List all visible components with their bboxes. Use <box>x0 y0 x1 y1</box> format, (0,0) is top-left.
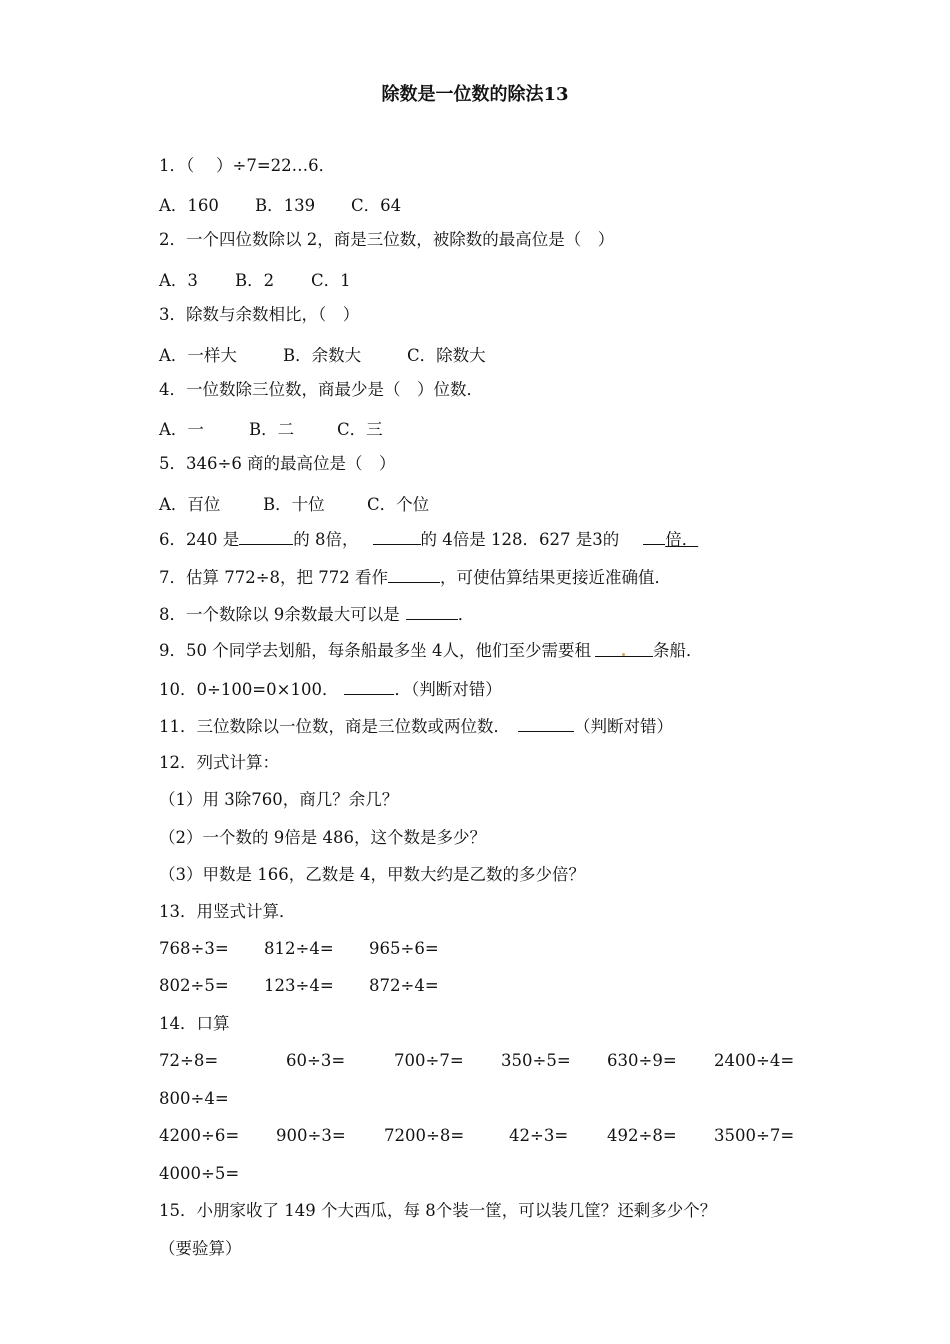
option-a: A．3 <box>159 271 198 290</box>
calc-item: 2400÷4= <box>714 1051 795 1070</box>
option-b: B．139 <box>255 196 316 215</box>
dot-mark <box>622 653 625 656</box>
calc-item: 42÷3= <box>509 1126 569 1145</box>
option-c: C．除数大 <box>407 346 486 365</box>
calc-item: 3500÷7= <box>714 1126 795 1145</box>
question-11-part2: （判断对错） <box>574 717 673 736</box>
question-1-stem: 1．（ ）÷7=22…6． <box>159 156 336 175</box>
option-b: B．二 <box>249 420 295 439</box>
calc-item: 492÷8= <box>607 1126 677 1145</box>
calc-item: 123÷4= <box>264 976 334 995</box>
answer-blank[interactable] <box>373 528 421 545</box>
question-3-options <box>159 342 799 364</box>
option-a: A．一 <box>159 420 204 439</box>
calc-item: 965÷6= <box>369 939 439 958</box>
calc-item: 802÷5= <box>159 976 229 995</box>
question-8 <box>159 603 474 626</box>
question-15-stem: 15．小朋家收了 149 个大西瓜，每 8个装一筐，可以装几筐？还剩多少个？ <box>159 1201 717 1220</box>
question-13-stem: 13．用竖式计算． <box>159 902 296 921</box>
question-13-row1 <box>159 939 799 961</box>
question-7-part1: 7．估算 772÷8，把 772 看作 <box>159 568 389 587</box>
question-12-sub3: （3）甲数是 166，乙数是 4，甲数大约是乙数的多少倍？ <box>159 865 585 884</box>
calc-item: 350÷5= <box>501 1051 571 1070</box>
answer-blank[interactable] <box>643 528 665 545</box>
calc-item: 4000÷5= <box>159 1164 240 1183</box>
calc-item: 72÷8= <box>159 1051 219 1070</box>
question-6-part2: 的 8倍， <box>293 530 359 549</box>
calc-item: 4200÷6= <box>159 1126 240 1145</box>
question-14-stem: 14．口算 <box>159 1014 230 1033</box>
question-2-stem: 2．一个四位数除以 2，商是三位数，被除数的最高位是（ ） <box>159 230 615 249</box>
option-b: B．十位 <box>263 495 325 514</box>
option-c: C．64 <box>351 196 402 215</box>
option-b: B．2 <box>235 271 275 290</box>
question-15-note: （要验算） <box>159 1239 242 1258</box>
calc-item: 872÷4= <box>369 976 439 995</box>
option-c: C．个位 <box>367 495 430 514</box>
question-11-part1: 11．三位数除以一位数，商是三位数或两位数． <box>159 717 510 736</box>
question-9 <box>159 640 702 662</box>
question-1-options <box>159 192 799 214</box>
question-14-row1 <box>159 1051 799 1073</box>
question-9-part1: 9．50 个同学去划船，每条船最多坐 4人，他们至少需要租 <box>159 641 591 660</box>
question-9-part2: 条船． <box>652 641 703 660</box>
question-13-row2 <box>159 976 799 998</box>
question-2-options <box>159 267 799 289</box>
question-10-part2: ．（判断对错） <box>394 680 502 699</box>
question-12-sub2: （2）一个数的 9倍是 486，这个数是多少？ <box>159 828 486 847</box>
question-6-part1: 6．240 是 <box>159 530 240 549</box>
question-12-stem: 12．列式计算： <box>159 753 279 772</box>
calc-item: 812÷4= <box>264 939 334 958</box>
question-7-part2: ，可使估算结果更接近准确值． <box>440 568 672 587</box>
calc-item: 60÷3= <box>286 1051 346 1070</box>
question-11 <box>159 715 673 738</box>
calc-item: 768÷3= <box>159 939 229 958</box>
calc-item: 900÷3= <box>276 1126 346 1145</box>
answer-blank[interactable] <box>595 640 653 657</box>
option-c: C．三 <box>337 420 383 439</box>
question-8-part2: ． <box>457 605 475 624</box>
calc-item: 700÷7= <box>394 1051 464 1070</box>
question-5-options <box>159 491 799 513</box>
calc-item: 7200÷8= <box>384 1126 465 1145</box>
question-10 <box>159 678 502 701</box>
question-6-part3: 的 4倍是 128．627 是3的 <box>420 530 620 549</box>
option-a: A．百位 <box>159 495 221 514</box>
answer-blank[interactable] <box>344 678 394 695</box>
question-4-options <box>159 416 799 438</box>
question-6-part4: 倍． <box>665 530 699 549</box>
answer-blank[interactable] <box>518 715 574 732</box>
question-4-stem: 4．一位数除三位数，商最少是（ ）位数． <box>159 380 483 399</box>
question-14-row2 <box>159 1126 799 1148</box>
question-10-part1: 10．0÷100=0×100． <box>159 680 339 699</box>
option-b: B．余数大 <box>283 346 362 365</box>
question-6 <box>159 528 698 551</box>
calc-item: 800÷4= <box>159 1089 229 1108</box>
option-a: A．一样大 <box>159 346 237 365</box>
option-a: A．160 <box>159 196 219 215</box>
question-7 <box>159 566 671 589</box>
answer-blank[interactable] <box>388 566 440 583</box>
question-12-sub1: （1）用 3除760，商几？余几？ <box>159 790 399 809</box>
answer-blank[interactable] <box>406 603 458 620</box>
page-title: 除数是一位数的除法13 <box>381 84 569 105</box>
calc-item: 630÷9= <box>607 1051 677 1070</box>
question-8-part1: 8．一个数除以 9余数最大可以是 <box>159 605 400 624</box>
question-5-stem: 5．346÷6 商的最高位是（ ） <box>159 454 396 473</box>
question-3-stem: 3．除数与余数相比，（ ） <box>159 305 360 324</box>
answer-blank[interactable] <box>239 528 293 545</box>
option-c: C．1 <box>311 271 351 290</box>
